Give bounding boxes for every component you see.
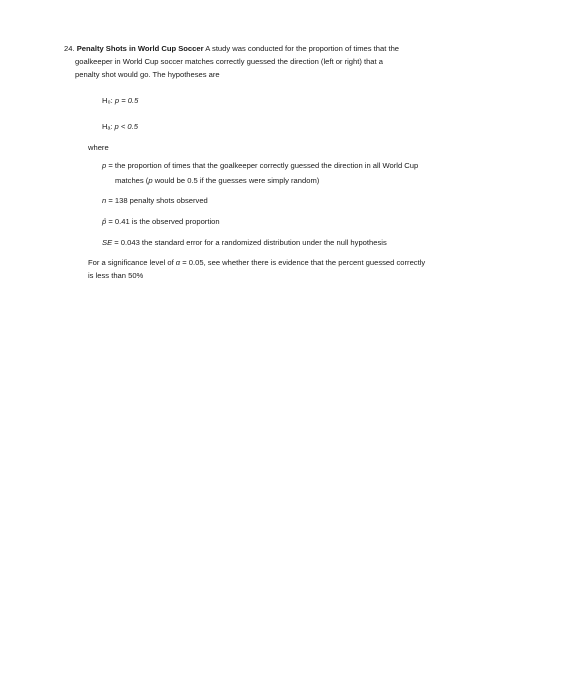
h0-label: H₀:: [102, 96, 113, 105]
problem-intro-3: penalty shot would go. The hypotheses are: [75, 70, 220, 79]
h0-statement: p = 0.5: [114, 96, 139, 105]
conclusion-line-2: is less than 50%: [88, 271, 144, 280]
se-symbol: SE: [102, 238, 113, 247]
phat-text: = 0.41 is the observed proportion: [106, 217, 220, 226]
p-text-2a: matches (: [115, 176, 149, 185]
alternative-hypothesis: [102, 121, 138, 133]
n-symbol: n: [102, 196, 107, 205]
definition-phat: [102, 216, 220, 228]
null-hypothesis: [102, 95, 138, 107]
problem-intro-1: A study was conducted for the proportion of times that the: [205, 44, 400, 53]
definition-n: [102, 195, 208, 207]
problem-title: Penalty Shots in World Cup Soccer: [76, 44, 204, 53]
definition-se: [102, 237, 387, 249]
ha-statement: p < 0.5: [114, 122, 138, 131]
problem-intro-2: goalkeeper in World Cup soccer matches correctly guessed the direction (left or right) that a: [75, 57, 383, 66]
alpha-symbol: α: [175, 258, 181, 267]
conclusion-1b: = 0.05, see whether there is evidence that the percent guessed correctly: [180, 258, 426, 267]
p-text-2b: p: [148, 176, 153, 185]
n-text: = 138 penalty shots observed: [106, 196, 208, 205]
conclusion-line-1: [88, 257, 425, 269]
definition-p-cont: [115, 175, 319, 187]
p-symbol: p: [102, 161, 107, 170]
where-label: where: [88, 143, 109, 152]
problem-number: 24.: [64, 44, 75, 53]
se-text: = 0.043 the standard error for a randomized distribution under the null hypothesis: [112, 238, 387, 247]
ha-label: Hₐ:: [102, 122, 113, 131]
conclusion-1a: For a significance level of: [88, 258, 176, 267]
definition-p: [102, 160, 418, 172]
p-text-1: = the proportion of times that the goalkeeper correctly guessed the direction in all World Cup: [106, 161, 419, 170]
phat-symbol: p̂: [102, 217, 107, 226]
p-text-2c: would be 0.5 if the guesses were simply random): [152, 176, 320, 185]
problem-header-line: [64, 43, 399, 55]
